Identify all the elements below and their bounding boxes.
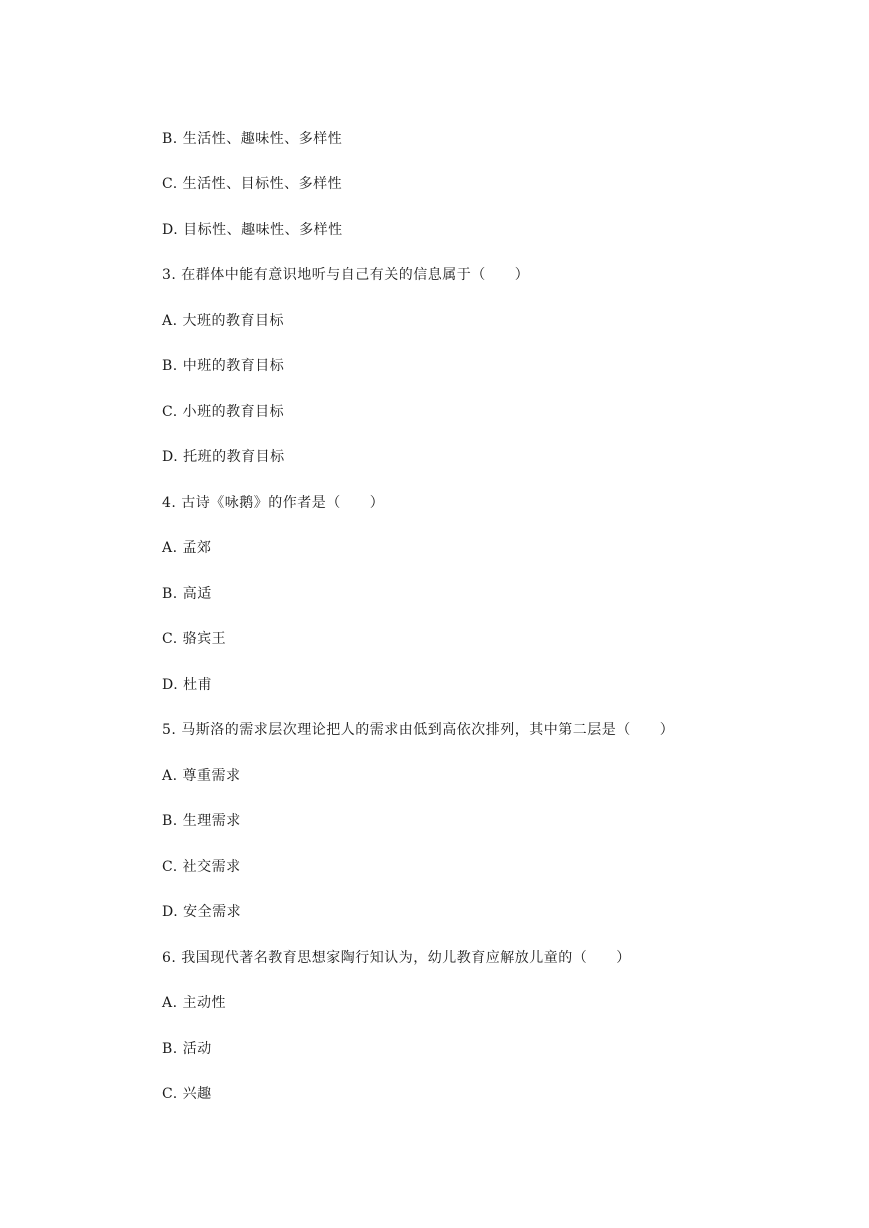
option-d-q2: D. 目标性、趣味性、多样性 (162, 222, 343, 238)
option-b-q5: B. 生理需求 (162, 813, 241, 829)
option-b-q6: B. 活动 (162, 1041, 212, 1057)
option-d-q4: D. 杜甫 (162, 677, 213, 693)
option-c-q3: C. 小班的教育目标 (162, 404, 285, 420)
question-3: 3. 在群体中能有意识地听与自己有关的信息属于（ ） (162, 267, 530, 283)
option-d-q5: D. 安全需求 (162, 904, 242, 920)
option-a-q3: A. 大班的教育目标 (162, 313, 285, 329)
option-c-q2: C. 生活性、目标性、多样性 (162, 176, 343, 192)
question-4: 4. 古诗《咏鹅》的作者是（ ） (162, 495, 385, 511)
option-b-q2: B. 生活性、趣味性、多样性 (162, 131, 343, 147)
option-c-q6: C. 兴趣 (162, 1086, 212, 1102)
question-5: 5. 马斯洛的需求层次理论把人的需求由低到高依次排列，其中第二层是（ ） (162, 722, 675, 738)
option-a-q6: A. 主动性 (162, 995, 227, 1011)
question-6: 6. 我国现代著名教育思想家陶行知认为，幼儿教育应解放儿童的（ ） (162, 950, 631, 966)
option-b-q4: B. 高适 (162, 586, 212, 602)
option-a-q4: A. 孟郊 (162, 540, 212, 556)
option-d-q3: D. 托班的教育目标 (162, 449, 285, 465)
option-c-q4: C. 骆宾王 (162, 631, 227, 647)
option-c-q5: C. 社交需求 (162, 859, 241, 875)
option-b-q3: B. 中班的教育目标 (162, 358, 285, 374)
option-a-q5: A. 尊重需求 (162, 768, 241, 784)
